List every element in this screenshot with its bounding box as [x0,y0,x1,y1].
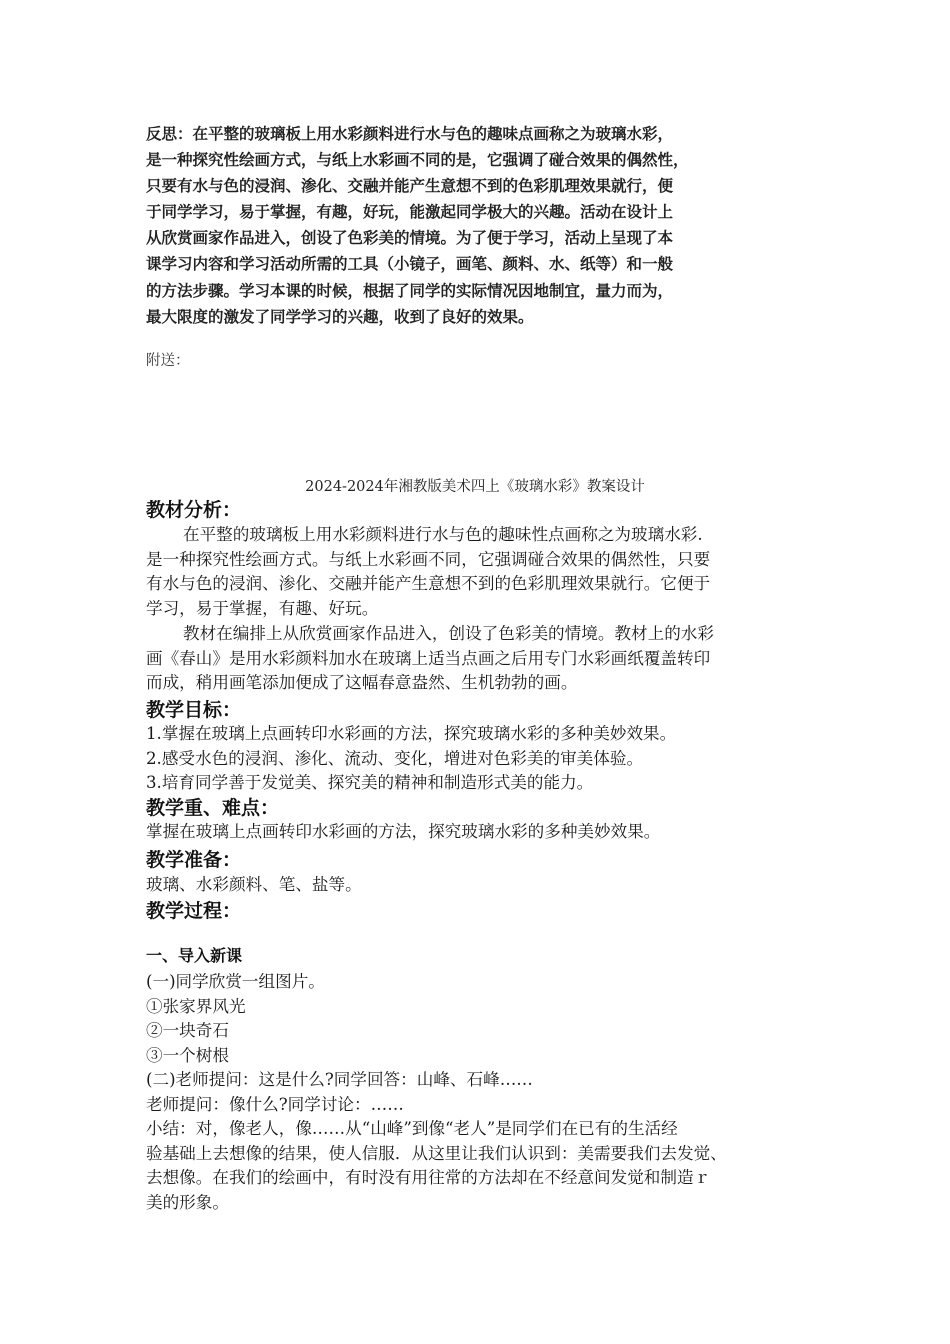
paragraph-line: 有水与色的浸润、渗化、交融并能产生意想不到的色彩肌理效果就行。它便于 [146,574,711,593]
appendix-label: 附送： [146,353,190,369]
key-points-text: 掌握在玻璃上点画转印水彩画的方法，探究玻璃水彩的多种美妙效果。 [146,822,661,841]
process-line: ①张家界风光 [146,996,246,1016]
objective-item: 3.培育同学善于发觉美、探究美的精神和制造形式美的能力。 [146,773,594,792]
process-line: 小结：对，像老人，像……从“山峰”到像“老人”是同学们在已有的生活经 [146,1119,678,1138]
process-line: 验基础上去想像的结果，使人信服．从这里让我们认识到：美需要我们去发觉、 [146,1143,727,1163]
reflection-line: 课学习内容和学习活动所需的工具（小镜子，画笔、颜料、水、纸等）和一般 [146,255,674,274]
process-line: 美的形象。 [146,1192,229,1212]
reflection-line: 反思：在平整的玻璃板上用水彩颜料进行水与色的趣味点画称之为玻璃水彩， [146,125,674,143]
material-analysis-paragraph-2 [146,622,826,696]
reflection-paragraph [146,121,806,330]
paragraph-line: 是一种探究性绘画方式。与纸上水彩画不同，它强调碰合效果的偶然性，只要 [146,549,711,569]
paragraph-line: 学习，易于掌握，有趣、好玩。 [146,598,379,618]
reflection-line: 是一种探究性绘画方式，与纸上水彩画不同的是，它强调了碰合效果的偶然性， [146,151,689,170]
process-line: ③一个树根 [146,1045,229,1065]
paragraph-line: 而成，稍用画笔添加便成了这幅春意盎然、生机勃勃的画。 [146,673,578,692]
heading-material-analysis: 教材分析： [146,499,242,521]
heading-process: 教学过程： [146,900,242,922]
reflection-line: 从欣赏画家作品进入，创设了色彩美的情境。为了便于学习，活动上呈现了本 [146,229,674,248]
heading-preparation: 教学准备： [146,849,242,871]
process-line: 老师提问：像什么?同学讨论：…… [146,1094,404,1114]
document-title: 2024-2024年湘教版美术四上《玻璃水彩》教案设计 [305,479,645,495]
paragraph-line: 教材在编排上从欣赏画家作品进入，创设了色彩美的情境。教材上的水彩 [183,624,714,643]
reflection-line: 于同学学习，易于掌握，有趣，好玩，能激起同学极大的兴趣。活动在设计上 [146,203,674,222]
process-line: 去想像。在我们的绘画中，有时没有用往常的方法却在不经意间发觉和制造ｒ [146,1168,711,1187]
objectives-list [146,722,826,796]
paragraph-line: 在平整的玻璃板上用水彩颜料进行水与色的趣味性点画称之为玻璃水彩. [183,525,703,544]
objective-item: 2.感受水色的浸润、渗化、流动、变化，增进对色彩美的审美体验。 [146,748,644,768]
reflection-line: 的方法步骤。学习本课的时候，根据了同学的实际情况因地制宜，量力而为， [146,281,674,300]
paragraph-line: 画《春山》是用水彩颜料加水在玻璃上适当点画之后用专门水彩画纸覆盖转印 [146,648,711,668]
reflection-line: 最大限度的激发了同学学习的兴趣，收到了良好的效果。 [146,307,534,326]
process-line: (一)同学欣赏一组图片。 [146,972,325,991]
heading-objectives: 教学目标： [146,699,242,721]
material-analysis-paragraph-1 [146,523,826,621]
preparation-text: 玻璃、水彩颜料、笔、盐等。 [146,875,362,894]
process-text [146,970,826,1215]
objective-item: 1.掌握在玻璃上点画转印水彩画的方法，探究玻璃水彩的多种美妙效果。 [146,724,677,743]
reflection-line: 只要有水与色的浸润、渗化、交融并能产生意想不到的色彩肌理效果就行，便 [146,177,674,196]
heading-key-points: 教学重、难点： [146,797,280,819]
sub-heading-intro: 一、导入新课 [146,946,243,965]
process-line: (二)老师提问：这是什么?同学回答：山峰、石峰…… [146,1070,533,1089]
process-line: ②一块奇石 [146,1021,229,1040]
